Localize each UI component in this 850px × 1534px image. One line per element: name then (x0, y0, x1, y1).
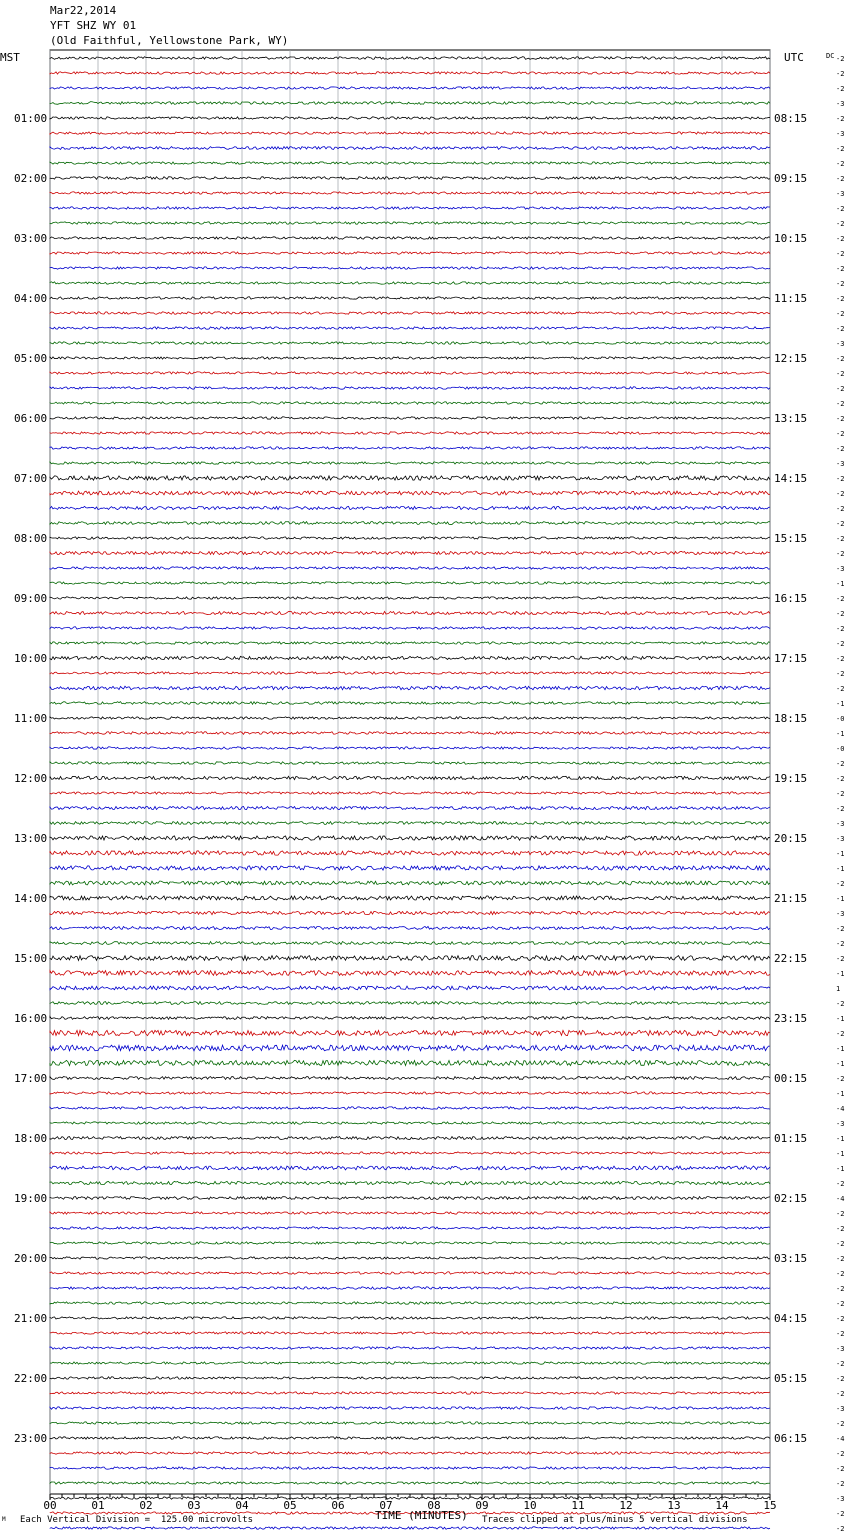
dc-offset-label: -2 (836, 1240, 845, 1248)
seismic-trace (50, 956, 770, 961)
dc-offset-label: -2 (836, 175, 845, 183)
seismic-trace (50, 207, 770, 209)
seismic-trace (50, 1227, 770, 1229)
seismic-trace (50, 551, 770, 554)
hour-label-utc: 17:15 (774, 652, 808, 665)
seismic-trace (50, 432, 770, 434)
seismic-trace (50, 1181, 770, 1184)
seismic-trace (50, 297, 770, 299)
seismic-trace (50, 702, 770, 705)
seismic-trace (50, 942, 770, 945)
x-tick-label: 02 (139, 1499, 153, 1512)
hour-label-utc: 00:15 (774, 1072, 808, 1085)
hour-label-mst: 23:00 (14, 1432, 48, 1445)
seismic-trace (50, 866, 770, 870)
seismic-trace (50, 1452, 770, 1454)
x-axis-title: TIME (MINUTES) (375, 1509, 468, 1522)
seismic-trace (50, 1527, 770, 1529)
corner-mark: M (2, 1516, 6, 1523)
seismic-trace (50, 1107, 770, 1109)
seismic-trace (50, 57, 770, 60)
dc-offset-label: -2 (836, 1420, 845, 1428)
clip-note: Traces clipped at plus/minus 5 vertical divisions (482, 1515, 748, 1525)
chart-date: Mar22,2014 (50, 4, 117, 17)
seismic-trace (50, 1392, 770, 1394)
seismic-trace (50, 447, 770, 449)
dc-offset-label: -2 (836, 880, 845, 888)
dc-offset-label: -2 (836, 775, 845, 783)
seismic-trace (50, 162, 770, 164)
dc-offset-label: -3 (836, 190, 845, 198)
dc-offset-label: -2 (836, 1225, 845, 1233)
seismic-trace (50, 1197, 770, 1200)
dc-offset-label: -1 (836, 970, 845, 978)
hour-label-mst: 11:00 (14, 712, 48, 725)
seismic-trace (50, 597, 770, 599)
hour-label-mst: 10:00 (14, 652, 48, 665)
hour-label-mst: 08:00 (14, 532, 48, 545)
dc-offset-label: -2 (836, 70, 845, 78)
dc-offset-label: -0 (836, 715, 845, 723)
hour-label-mst: 16:00 (14, 1012, 48, 1025)
hour-label-mst: 09:00 (14, 592, 48, 605)
hour-label-mst: 18:00 (14, 1132, 48, 1145)
dc-label: DC (826, 52, 835, 60)
dc-offset-label: -3 (836, 565, 845, 573)
dc-offset-label: -2 (836, 1330, 845, 1338)
dc-offset-label: -2 (836, 1450, 845, 1458)
hour-label-utc: 03:15 (774, 1252, 808, 1265)
hour-label-mst: 04:00 (14, 292, 48, 305)
dc-offset-label: -1 (836, 1090, 845, 1098)
dc-offset-label: -2 (836, 1000, 845, 1008)
dc-offset-label: -2 (836, 670, 845, 678)
seismic-trace (50, 1030, 770, 1035)
hour-label-utc: 06:15 (774, 1432, 808, 1445)
seismic-trace (50, 327, 770, 329)
seismic-trace (50, 267, 770, 269)
dc-offset-label: -2 (836, 505, 845, 513)
dc-offset-label: -2 (836, 520, 845, 528)
x-tick-label: 13 (667, 1499, 681, 1512)
dc-offset-label: -2 (836, 160, 845, 168)
seismic-trace (50, 1166, 770, 1170)
seismic-trace (50, 87, 770, 89)
chart-location: (Old Faithful, Yellowstone Park, WY) (50, 34, 289, 47)
seismic-trace (50, 806, 770, 809)
hour-label-utc: 15:15 (774, 532, 808, 545)
seismic-trace (50, 1302, 770, 1304)
seismic-trace (50, 222, 770, 224)
seismic-trace (50, 1212, 770, 1214)
seismic-trace (50, 627, 770, 629)
dc-offset-label: -3 (836, 100, 845, 108)
dc-offset-label: -2 (836, 1375, 845, 1383)
hour-label-mst: 06:00 (14, 412, 48, 425)
hour-label-utc: 20:15 (774, 832, 808, 845)
seismic-trace (50, 582, 770, 584)
dc-offset-label: -2 (836, 385, 845, 393)
dc-offset-label: -2 (836, 235, 845, 243)
seismic-trace (50, 911, 770, 914)
dc-offset-label: -2 (836, 1525, 845, 1533)
hour-label-utc: 18:15 (774, 712, 808, 725)
seismic-trace (50, 1122, 770, 1124)
dc-offset-label: -2 (836, 415, 845, 423)
dc-offset-label: -2 (836, 355, 845, 363)
seismic-trace (50, 926, 770, 929)
x-tick-label: 01 (91, 1499, 105, 1512)
dc-offset-label: -2 (836, 1360, 845, 1368)
dc-offset-label: -2 (836, 265, 845, 273)
hour-label-utc: 09:15 (774, 172, 808, 185)
dc-offset-label: -2 (836, 610, 845, 618)
hour-label-mst: 12:00 (14, 772, 48, 785)
x-tick-label: 09 (475, 1499, 489, 1512)
hour-label-utc: 19:15 (774, 772, 808, 785)
dc-offset-label: -3 (836, 835, 845, 843)
seismic-trace (50, 1422, 770, 1424)
dc-offset-label: -2 (836, 760, 845, 768)
seismic-trace (50, 147, 770, 150)
dc-offset-label: -1 (836, 1150, 845, 1158)
x-tick-label: 04 (235, 1499, 249, 1512)
seismic-trace (50, 522, 770, 525)
dc-offset-label: -2 (836, 445, 845, 453)
x-tick-label: 08 (427, 1499, 441, 1512)
seismic-trace (50, 132, 770, 134)
hour-label-mst: 21:00 (14, 1312, 48, 1325)
hour-label-utc: 22:15 (774, 952, 808, 965)
seismic-trace (50, 1362, 770, 1364)
dc-offset-label: -2 (836, 145, 845, 153)
seismic-trace (50, 1002, 770, 1005)
dc-offset-label: -2 (836, 490, 845, 498)
seismic-trace (50, 611, 770, 614)
x-tick-label: 12 (619, 1499, 633, 1512)
seismic-trace (50, 881, 770, 885)
scale-note: Each Vertical Division = 125.00 microvolts (20, 1515, 253, 1525)
seismic-trace (50, 282, 770, 284)
dc-offset-label: -3 (836, 1345, 845, 1353)
hour-label-mst: 19:00 (14, 1192, 48, 1205)
dc-offset-label: -3 (836, 130, 845, 138)
seismic-trace (50, 102, 770, 105)
dc-offset-label: -3 (836, 910, 845, 918)
dc-offset-label: -1 (836, 1045, 845, 1053)
right-axis-label: UTC (784, 51, 804, 64)
dc-offset-label: -2 (836, 1285, 845, 1293)
dc-offset-label: -0 (836, 745, 845, 753)
dc-offset-label: -1 (836, 730, 845, 738)
dc-offset-label: -3 (836, 1120, 845, 1128)
hour-label-utc: 08:15 (774, 112, 808, 125)
dc-offset-label: 1 (836, 985, 841, 993)
seismic-trace (50, 476, 770, 480)
seismic-trace (50, 177, 770, 180)
dc-offset-label: -3 (836, 1405, 845, 1413)
seismic-trace (50, 417, 770, 419)
seismic-trace (50, 462, 770, 464)
dc-offset-label: -2 (836, 205, 845, 213)
seismic-trace (50, 537, 770, 539)
dc-offset-label: -2 (836, 625, 845, 633)
dc-offset-label: -2 (836, 1075, 845, 1083)
hour-label-mst: 17:00 (14, 1072, 48, 1085)
seismic-trace (50, 1272, 770, 1274)
x-tick-label: 03 (187, 1499, 201, 1512)
seismic-trace (50, 1242, 770, 1244)
seismic-trace (50, 312, 770, 314)
seismic-trace (50, 237, 770, 239)
dc-offset-label: -2 (836, 1465, 845, 1473)
seismic-trace (50, 1152, 770, 1154)
chart-station: YFT SHZ WY 01 (50, 19, 137, 32)
dc-offset-label: -1 (836, 1135, 845, 1143)
dc-offset-label: -3 (836, 1495, 845, 1503)
seismic-trace (50, 1317, 770, 1319)
x-tick-label: 14 (715, 1499, 729, 1512)
dc-offset-label: -2 (836, 1510, 845, 1518)
dc-offset-label: -2 (836, 790, 845, 798)
dc-offset-label: -3 (836, 340, 845, 348)
hour-label-utc: 11:15 (774, 292, 808, 305)
seismic-trace (50, 1377, 770, 1379)
seismic-trace (50, 387, 770, 389)
dc-offset-label: -4 (836, 1435, 845, 1443)
seismic-trace (50, 491, 770, 495)
seismic-trace (50, 1407, 770, 1409)
hour-label-mst: 02:00 (14, 172, 48, 185)
seismic-trace (50, 1137, 770, 1140)
seismic-trace (50, 1467, 770, 1469)
dc-offset-label: -1 (836, 895, 845, 903)
hour-label-utc: 13:15 (774, 412, 808, 425)
x-tick-label: 05 (283, 1499, 297, 1512)
dc-offset-label: -1 (836, 1015, 845, 1023)
seismic-trace (50, 747, 770, 749)
dc-offset-label: -2 (836, 925, 845, 933)
hour-label-mst: 03:00 (14, 232, 48, 245)
dc-offset-label: -2 (836, 295, 845, 303)
dc-offset-label: -1 (836, 700, 845, 708)
seismic-trace (50, 1332, 770, 1334)
left-axis-label: MST (0, 51, 20, 64)
hour-label-mst: 13:00 (14, 832, 48, 845)
seismic-trace (50, 792, 770, 794)
dc-offset-label: -2 (836, 280, 845, 288)
dc-offset-label: -2 (836, 805, 845, 813)
dc-offset-label: -2 (836, 655, 845, 663)
dc-offset-label: -2 (836, 1270, 845, 1278)
seismic-trace (50, 1497, 770, 1499)
hour-label-mst: 14:00 (14, 892, 48, 905)
dc-offset-label: -2 (836, 1315, 845, 1323)
dc-offset-label: -4 (836, 1105, 845, 1113)
hour-label-mst: 15:00 (14, 952, 48, 965)
x-tick-label: 15 (763, 1499, 777, 1512)
dc-offset-label: -1 (836, 580, 845, 588)
dc-offset-label: -2 (836, 220, 845, 228)
hour-label-utc: 14:15 (774, 472, 808, 485)
seismic-trace (50, 717, 770, 719)
dc-offset-label: -1 (836, 1060, 845, 1068)
hour-label-mst: 22:00 (14, 1372, 48, 1385)
dc-offset-label: -2 (836, 640, 845, 648)
dc-offset-label: -2 (836, 595, 845, 603)
hour-label-utc: 21:15 (774, 892, 808, 905)
dc-offset-label: -2 (836, 1255, 845, 1263)
seismic-trace (50, 402, 770, 404)
dc-offset-label: -2 (836, 400, 845, 408)
hour-label-mst: 01:00 (14, 112, 48, 125)
dc-offset-label: -2 (836, 1300, 845, 1308)
dc-offset-label: -2 (836, 325, 845, 333)
seismic-trace (50, 822, 770, 825)
dc-offset-label: -2 (836, 940, 845, 948)
seismic-trace (50, 672, 770, 674)
dc-offset-label: -2 (836, 550, 845, 558)
hour-label-utc: 23:15 (774, 1012, 808, 1025)
seismic-trace (50, 372, 770, 374)
x-tick-label: 06 (331, 1499, 345, 1512)
hour-label-utc: 16:15 (774, 592, 808, 605)
seismic-trace (50, 1045, 770, 1051)
x-tick-label: 07 (379, 1499, 393, 1512)
seismic-trace (50, 732, 770, 735)
seismic-trace (50, 971, 770, 976)
dc-offset-label: -2 (836, 370, 845, 378)
dc-offset-label: -2 (836, 1390, 845, 1398)
dc-offset-label: -2 (836, 685, 845, 693)
dc-offset-label: -4 (836, 1195, 845, 1203)
seismic-trace (50, 1092, 770, 1094)
hour-label-mst: 20:00 (14, 1252, 48, 1265)
hour-label-mst: 07:00 (14, 472, 48, 485)
hour-label-utc: 12:15 (774, 352, 808, 365)
seismic-trace (50, 117, 770, 119)
x-tick-label: 00 (43, 1499, 57, 1512)
seismic-trace (50, 1060, 770, 1065)
dc-offset-label: -2 (836, 475, 845, 483)
x-tick-label: 10 (523, 1499, 537, 1512)
seismic-trace (50, 642, 770, 644)
seismic-trace (50, 1077, 770, 1080)
hour-label-utc: 02:15 (774, 1192, 808, 1205)
seismic-trace (50, 851, 770, 855)
dc-offset-label: -2 (836, 55, 845, 63)
seismic-trace (50, 342, 770, 344)
seismic-trace (50, 836, 770, 840)
dc-offset-label: -2 (836, 115, 845, 123)
dc-offset-label: -2 (836, 955, 845, 963)
hour-label-mst: 05:00 (14, 352, 48, 365)
hour-label-utc: 04:15 (774, 1312, 808, 1325)
seismic-trace (50, 1437, 770, 1439)
seismic-trace (50, 776, 770, 779)
dc-offset-label: -3 (836, 460, 845, 468)
seismic-trace (50, 252, 770, 254)
seismic-trace (50, 656, 770, 659)
seismic-trace (50, 192, 770, 194)
dc-offset-label: -1 (836, 1165, 845, 1173)
dc-offset-label: -2 (836, 250, 845, 258)
seismic-trace (50, 1482, 770, 1484)
dc-offset-label: -1 (836, 850, 845, 858)
seismic-trace (50, 506, 770, 509)
seismic-trace (50, 986, 770, 990)
seismic-trace (50, 686, 770, 690)
seismic-trace (50, 567, 770, 569)
seismic-trace (50, 1347, 770, 1349)
seismic-trace (50, 357, 770, 359)
dc-offset-label: -2 (836, 430, 845, 438)
x-tick-label: 11 (571, 1499, 585, 1512)
seismic-trace (50, 1017, 770, 1020)
dc-offset-label: -2 (836, 85, 845, 93)
dc-offset-label: -2 (836, 310, 845, 318)
seismic-trace (50, 762, 770, 764)
seismic-trace (50, 72, 770, 74)
seismic-trace (50, 1257, 770, 1259)
dc-offset-label: -3 (836, 820, 845, 828)
dc-offset-label: -2 (836, 535, 845, 543)
dc-offset-label: -2 (836, 1180, 845, 1188)
hour-label-utc: 05:15 (774, 1372, 808, 1385)
dc-offset-label: -2 (836, 1030, 845, 1038)
dc-offset-label: -1 (836, 865, 845, 873)
dc-offset-label: -2 (836, 1210, 845, 1218)
seismic-trace (50, 1287, 770, 1289)
seismic-trace (50, 896, 770, 900)
hour-label-utc: 10:15 (774, 232, 808, 245)
dc-offset-label: -2 (836, 1480, 845, 1488)
hour-label-utc: 01:15 (774, 1132, 808, 1145)
